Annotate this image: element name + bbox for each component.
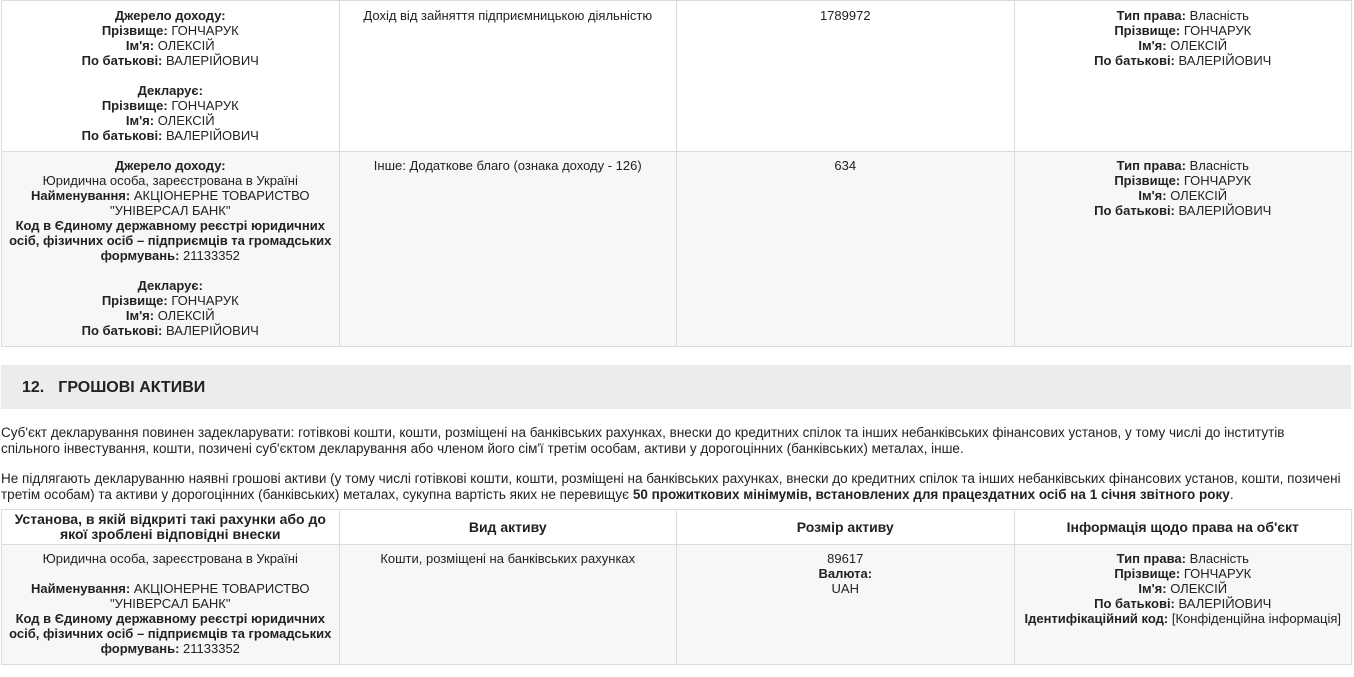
text-income_rows-1-amount: 634 bbox=[834, 158, 857, 173]
text-assets_table-rows-0-rights-4-value: [Конфіденційна інформація] bbox=[1171, 611, 1342, 626]
text-assets_table-rows-0-currency_value: UAH bbox=[831, 581, 859, 596]
text-income_rows-1-rights-3-label: По батькові: bbox=[1094, 203, 1175, 218]
text-income_rows-1-rights-0-label: Тип права: bbox=[1116, 158, 1186, 173]
text-assets_table-rows-0-code_value: 21133352 bbox=[183, 641, 240, 656]
text-income_rows-1-rights-1-value: ГОНЧАРУК bbox=[1183, 173, 1252, 188]
text-income_rows-1-name_value: АКЦІОНЕРНЕ ТОВАРИСТВО "УНІВЕРСАЛ БАНК" bbox=[110, 188, 310, 218]
section-title: ГРОШОВІ АКТИВИ bbox=[58, 378, 206, 396]
text-assets_table-rows-0-code_label: Код в Єдиному державному реєстрі юридичних осіб, фізичних осіб – підприємців та громадських формувань: bbox=[9, 611, 332, 656]
text-income_rows-0-rights-0-label: Тип права: bbox=[1116, 8, 1186, 23]
text-income_rows-0-type: Дохід від зайняття підприємницькою діяльністю bbox=[363, 8, 653, 23]
text-income_rows-0-declarant_lines-2-value: ВАЛЕРІЙОВИЧ bbox=[166, 128, 259, 143]
text-income_rows-1-type: Інше: Додаткове благо (ознака доходу - 126) bbox=[373, 158, 642, 173]
text-assets_table-rows-0-amount: 89617 bbox=[827, 551, 864, 566]
text-assets_table-rows-0-currency_label: Валюта: bbox=[818, 566, 873, 581]
note-emphasis: 50 прожиткових мінімумів, встановлених для працездатних осіб на 1 січня звітного року bbox=[632, 487, 1230, 502]
text-assets_table-rows-0-rights-0-label: Тип права: bbox=[1116, 551, 1186, 566]
text-income_rows-1-code_label: Код в Єдиному державному реєстрі юридичних осіб, фізичних осіб – підприємців та громадських формувань: bbox=[9, 218, 332, 263]
table-row bbox=[2, 545, 1352, 665]
text-income_rows-0-source_lines-2-value: ВАЛЕРІЙОВИЧ bbox=[166, 53, 259, 68]
table-row bbox=[2, 1, 1352, 152]
text-assets_table-rows-0-rights-3-value: ВАЛЕРІЙОВИЧ bbox=[1178, 596, 1272, 611]
text-income_rows-1-declarant_lines-0-value: ГОНЧАРУК bbox=[171, 293, 239, 308]
table-header-row bbox=[2, 510, 1352, 545]
text-income_rows-1-declarant_label: Декларує: bbox=[137, 278, 203, 293]
column-header-asset-size: Розмір активу bbox=[677, 510, 1015, 545]
text-income_rows-1-declarant_lines-0-label: Прізвище: bbox=[101, 293, 168, 308]
text-description2_post: . bbox=[1229, 487, 1234, 502]
income-source-cell bbox=[2, 152, 340, 347]
text-income_rows-0-source_lines-1-label: Ім'я: bbox=[125, 38, 155, 53]
text-income_rows-0-rights-0-value: Власність bbox=[1189, 8, 1249, 23]
text-assets_table-rows-0-name_value: АКЦІОНЕРНЕ ТОВАРИСТВО "УНІВЕРСАЛ БАНК" bbox=[110, 581, 310, 611]
income-amount-cell bbox=[677, 152, 1015, 347]
text-income_rows-0-rights-1-label: Прізвище: bbox=[1114, 23, 1181, 38]
text-income_rows-0-rights-3-label: По батькові: bbox=[1094, 53, 1175, 68]
text-assets_table-rows-0-asset_type: Кошти, розміщені на банківських рахунках bbox=[380, 551, 636, 566]
text-income_rows-0-source_lines-0-label: Прізвище: bbox=[101, 23, 168, 38]
text-income_rows-0-declarant_label: Декларує: bbox=[137, 83, 203, 98]
text-assets_table-rows-0-rights-1-label: Прізвище: bbox=[1114, 566, 1181, 581]
text-income_rows-1-rights-1-label: Прізвище: bbox=[1114, 173, 1181, 188]
text-income_rows-1-rights-3-value: ВАЛЕРІЙОВИЧ bbox=[1178, 203, 1272, 218]
text-income_rows-0-source_lines-2-label: По батькові: bbox=[81, 53, 163, 68]
text-income_rows-0-declarant_lines-1-value: ОЛЕКСІЙ bbox=[157, 113, 215, 128]
section-header bbox=[1, 365, 1351, 409]
text-assets_table-rows-0-rights-4-label: Ідентифікаційний код: bbox=[1024, 611, 1169, 626]
income-source-cell bbox=[2, 1, 340, 152]
text-income_rows-0-declarant_lines-0-value: ГОНЧАРУК bbox=[171, 98, 239, 113]
text-income_rows-1-declarant_lines-1-value: ОЛЕКСІЙ bbox=[157, 308, 215, 323]
text-income_rows-1-declarant_lines-1-label: Ім'я: bbox=[125, 308, 155, 323]
text-income_rows-0-rights-1-value: ГОНЧАРУК bbox=[1183, 23, 1252, 38]
income-type-cell bbox=[339, 1, 677, 152]
text-income_rows-0-rights-2-label: Ім'я: bbox=[1138, 38, 1167, 53]
text-assets_table-rows-0-rights-2-value: ОЛЕКСІЙ bbox=[1170, 581, 1228, 596]
text-assets_table-rows-0-name_label: Найменування: bbox=[31, 581, 131, 596]
asset-institution-cell bbox=[2, 545, 340, 665]
section-description: Суб'єкт декларування повинен задекларувати: готівкові кошти, кошти, розміщені на банківських рахунках, внески до кредитних спілок та інших небанківських фінансових установ, у тому числі до інститутів спільного інвестування, кошти, позичені суб'єктом декларування або членом його сім'ї третім особам, активи у дорогоцінних (банківських) металах, інше. bbox=[1, 425, 1285, 456]
text-income_rows-1-name_label: Найменування: bbox=[31, 188, 131, 203]
text-income_rows-0-source_lines-1-value: ОЛЕКСІЙ bbox=[157, 38, 215, 53]
text-income_rows-0-declarant_lines-1-label: Ім'я: bbox=[125, 113, 155, 128]
assets-table bbox=[1, 509, 1352, 665]
text-income_rows-1-source_label: Джерело доходу: bbox=[114, 158, 226, 173]
column-header-rights: Інформація щодо права на об'єкт bbox=[1014, 510, 1352, 545]
table-row bbox=[2, 152, 1352, 347]
income-table bbox=[1, 0, 1352, 347]
text-income_rows-1-rights-2-value: ОЛЕКСІЙ bbox=[1170, 188, 1228, 203]
income-rights-cell bbox=[1014, 1, 1352, 152]
income-amount-cell bbox=[677, 1, 1015, 152]
income-rights-cell bbox=[1014, 152, 1352, 347]
asset-type-cell bbox=[339, 545, 677, 665]
text-income_rows-0-amount: 1789972 bbox=[819, 8, 871, 23]
text-income_rows-1-declarant_lines-2-value: ВАЛЕРІЙОВИЧ bbox=[166, 323, 259, 338]
text-income_rows-1-declarant_lines-2-label: По батькові: bbox=[81, 323, 163, 338]
text-income_rows-0-source_label: Джерело доходу: bbox=[114, 8, 226, 23]
text-assets_table-rows-0-rights-3-label: По батькові: bbox=[1094, 596, 1175, 611]
asset-rights-cell bbox=[1014, 545, 1352, 665]
text-description2_pre: Не підлягають декларуванню наявні грошові активи (у тому числі готівкові кошти, кошти, розміщені на банківських рахунках, внески до кредитних спілок та інших небанківських фінансових установ, кошти, позичені третім особам) та активи у дорогоцінних (банківських) металах, сукупна вартість яких не перевищує bbox=[1, 471, 1341, 502]
column-header-asset-type: Вид активу bbox=[339, 510, 677, 545]
text-income_rows-1-entity: Юридична особа, зареєстрована в Україні bbox=[42, 173, 298, 188]
text-income_rows-0-source_lines-0-value: ГОНЧАРУК bbox=[171, 23, 239, 38]
text-assets_table-rows-0-rights-0-value: Власність bbox=[1189, 551, 1249, 566]
text-assets_table-rows-0-entity: Юридична особа, зареєстрована в Україні bbox=[42, 551, 298, 566]
text-income_rows-1-rights-2-label: Ім'я: bbox=[1138, 188, 1167, 203]
asset-amount-cell bbox=[677, 545, 1015, 665]
text-income_rows-0-rights-2-value: ОЛЕКСІЙ bbox=[1170, 38, 1228, 53]
text-income_rows-0-declarant_lines-2-label: По батькові: bbox=[81, 128, 163, 143]
text-income_rows-1-code_value: 21133352 bbox=[183, 248, 240, 263]
income-type-cell bbox=[339, 152, 677, 347]
text-income_rows-1-rights-0-value: Власність bbox=[1189, 158, 1249, 173]
text-assets_table-rows-0-rights-1-value: ГОНЧАРУК bbox=[1183, 566, 1252, 581]
text-assets_table-rows-0-rights-2-label: Ім'я: bbox=[1138, 581, 1167, 596]
text-income_rows-0-rights-3-value: ВАЛЕРІЙОВИЧ bbox=[1178, 53, 1272, 68]
column-header-institution: Установа, в якій відкриті такі рахунки або до якої зроблені відповідні внески bbox=[2, 510, 340, 545]
section-number: 12. bbox=[22, 378, 45, 396]
section-note bbox=[1, 471, 1346, 503]
text-income_rows-0-declarant_lines-0-label: Прізвище: bbox=[101, 98, 168, 113]
